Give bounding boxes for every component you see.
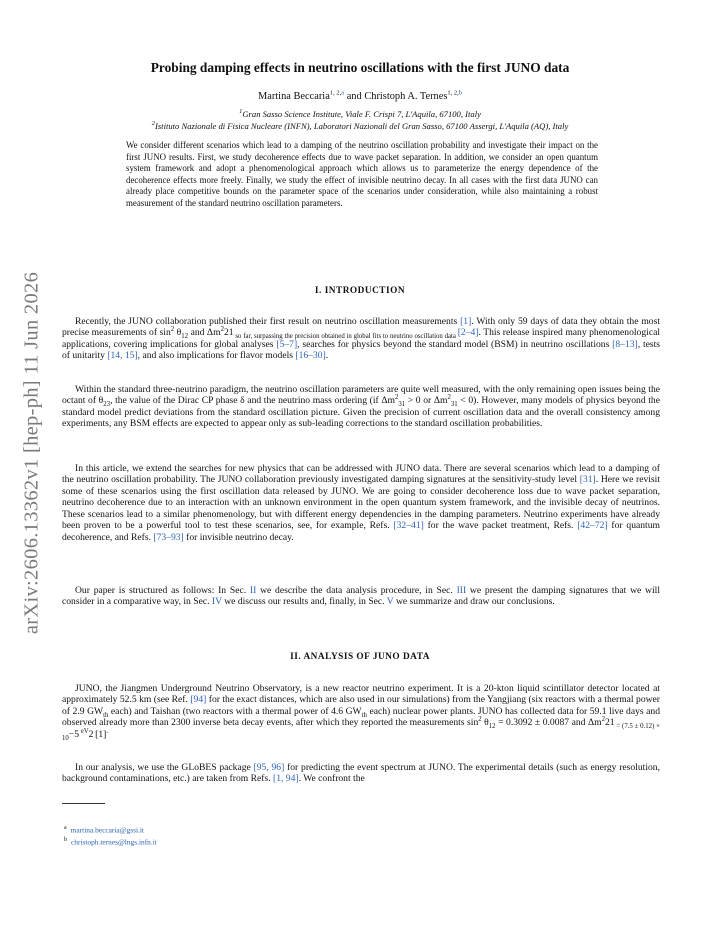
citation-link[interactable]: V — [386, 596, 394, 608]
author-name: Martina Beccaria — [257, 91, 330, 102]
citation-link[interactable]: [32–41] — [393, 520, 424, 532]
email-footnote-link[interactable]: b — [458, 89, 463, 97]
arxiv-identifier: arXiv:2606.13362v1 [hep-ph] 11 Jun 2026 — [20, 271, 43, 634]
email-footnote-link[interactable]: a — [341, 89, 345, 97]
footnote-divider — [62, 803, 105, 804]
paragraph: In this article, we extend the searches for new physics that can be addressed with JUNO data. There are several scenarios which lead to a damping of the neutrino oscillation probability. The JUNO collaboration previously investigated damping signatures at the sensitivity-study level [31]. Here we revisit some of these scenarios using the first oscillation data released by JUNO. We are going to consider decoherence loss due to wave packet separation, neutrino decoherence due to an interaction with an unknown environment in the open quantum system framework, and the invisible decay of neutrinos. These scenarios lead to a similar phenomenology, but with different energy dependencies in the damping parameters. Neutrino experiments have already been proven to be a powerful tool to test these scenarios, see, for example, Refs. [32–41] for the wave packet treatment, Refs. [42–72] for quantum decoherence, and Refs. [73–93] for invisible neutrino decay. — [62, 463, 660, 543]
citation-link[interactable]: [94] — [190, 694, 207, 706]
section-heading-analysis: II. ANALYSIS OF JUNO DATA — [290, 652, 430, 662]
affiliation-1: $^1$Gran Sasso Science Institute, Viale F. Crispi 7, L'Aquila, 67100, Italy — [239, 108, 481, 119]
citation-link[interactable]: [8–13] — [612, 338, 638, 350]
paragraph: Within the standard three-neutrino paradigm, the neutrino oscillation parameters are quite well measured, with the only remaining open issues being the octant of $\theta_{23}$, the value of the Dirac CP phase δ and the neutrino mass ordering (if $\Delta m^2_{31} > 0$ or $\Delta m^2_{31} < 0$). However, many models of physics beyond the standard model predict deviations from the standard oscillation picture. Given the precision of current oscillation data and the overall consistency among experiments, any BSM effects are expected to appear only as sub-leading corrections to the standard oscillation probabilities. — [62, 384, 660, 430]
abstract: We consider different scenarios which lead to a damping of the neutrino oscillation probability and investigate their impact on the first JUNO results. First, we study decoherence effects due to wave packet separation. In addition, we consider an open quantum system framework and adopt a phenomenological approach which allows us to parameterize the energy dependence of the decoherence effects more freely. Finally, we study the effect of invisible neutrino decay. In all cases with the first data JUNO can already place competitive bounds on the parameter space of the scenarios under consideration, while also maintaining a robust measurement of the standard neutrino oscillation parameters. — [126, 140, 598, 208]
section-heading-introduction: I. INTRODUCTION — [314, 286, 406, 296]
arxiv-sidebar-stamp — [12, 255, 52, 650]
citation-link[interactable]: [42–72] — [577, 520, 608, 532]
citation-link[interactable]: [14, 15] — [107, 350, 138, 362]
citation-link[interactable]: III — [456, 585, 467, 596]
paragraph: Our paper is structured as follows: In Sec. II we describe the data analysis procedure, in Sec. III we present the damping signatures that we will consider in a comparative way, in Sec. IV we discuss our results and, finally, in Sec. V we summarize and draw our conclusions. — [62, 585, 660, 608]
citation-link[interactable]: [1, 94] — [273, 773, 299, 785]
citation-link[interactable]: II — [249, 585, 257, 596]
email-link[interactable]: christoph.ternes@lngs.infn.it — [71, 837, 157, 847]
citation-link[interactable]: [2–4] — [457, 327, 479, 339]
email-link[interactable]: martina.beccaria@gssi.it — [70, 825, 144, 835]
citation-link[interactable]: [31] — [579, 474, 596, 486]
paragraph: Recently, the JUNO collaboration published their first result on neutrino oscillation measurements [1]. With only 59 days of data they obtain the most precise measurements of $\sin^2 \theta_{12}$ and $\Delta m^221$ $_{so far, surpassing the precision obtained in global fits to neutrino oscillation data}$ [2–4]. This release inspired many phenomenological applications, covering implications for global analyses [5–7], searches for physics beyond the standard model (BSM) in neutrino oscillations [8–13], tests of unitarity [14, 15], and also implications for flavor models [16–30]. — [62, 316, 660, 362]
paragraph: In our analysis, we use the GLoBES package [95, 96] for predicting the event spectrum at JUNO. The experimental details (such as energy resolution, background contaminations, etc.) are taken from Refs. [1, 94]. We confront the — [62, 762, 660, 785]
citation-link[interactable]: [5–7] — [276, 338, 298, 350]
citation-link[interactable]: [1] — [460, 316, 472, 327]
affiliation-sup: 1, 2, — [447, 89, 459, 97]
affiliation-sup: 1, 2, — [329, 89, 342, 97]
citation-link[interactable]: [16–30] — [295, 350, 326, 362]
footnote-b: $^b$ christoph.ternes@lngs.infn.it — [64, 837, 157, 847]
affiliation-2: $^2$Istituto Nazionale di Fisica Nucleare (INFN), Laboratori Nazionali del Gran Sasso, 67100 Assergi, L'Aquila (AQ), Italy — [151, 120, 569, 131]
paragraph: JUNO, the Jiangmen Underground Neutrino Observatory, is a new reactor neutrino experiment. It is a 20-kton liquid scintillator detector located at approximately 52.5 km (see Ref. [94] for the exact distances, which are also used in our simulations) from the Yangjiang (six reactors with a thermal power of 2.9 $GW_{th}$ each) and Taishan (two reactors with a thermal power of 4.6 $GW_{th}$ each) nuclear power plants. JUNO has collected data for 59.1 live days and observed already more than 2300 inverse beta decay events, after which they reported the measurements $\sin^2 \theta_{12} = 0.3092 \pm 0.0087$ and $\Delta m^221$ $_{= (7.5 \pm 0.12) \times 10}$−5 $^{eV}$2 [1]. — [62, 683, 661, 742]
paper-title: Probing damping effects in neutrino oscillations with the first JUNO data — [150, 60, 570, 75]
author-line — [60, 91, 660, 102]
footnote-a: $^a$ martina.beccaria@gssi.it — [64, 825, 144, 835]
author-name: Christoph A. Ternes — [364, 91, 448, 102]
author-joiner: and — [346, 91, 362, 102]
citation-link[interactable]: IV — [211, 596, 222, 608]
citation-link[interactable]: [73–93] — [153, 531, 184, 543]
citation-link[interactable]: [95, 96] — [253, 762, 285, 773]
